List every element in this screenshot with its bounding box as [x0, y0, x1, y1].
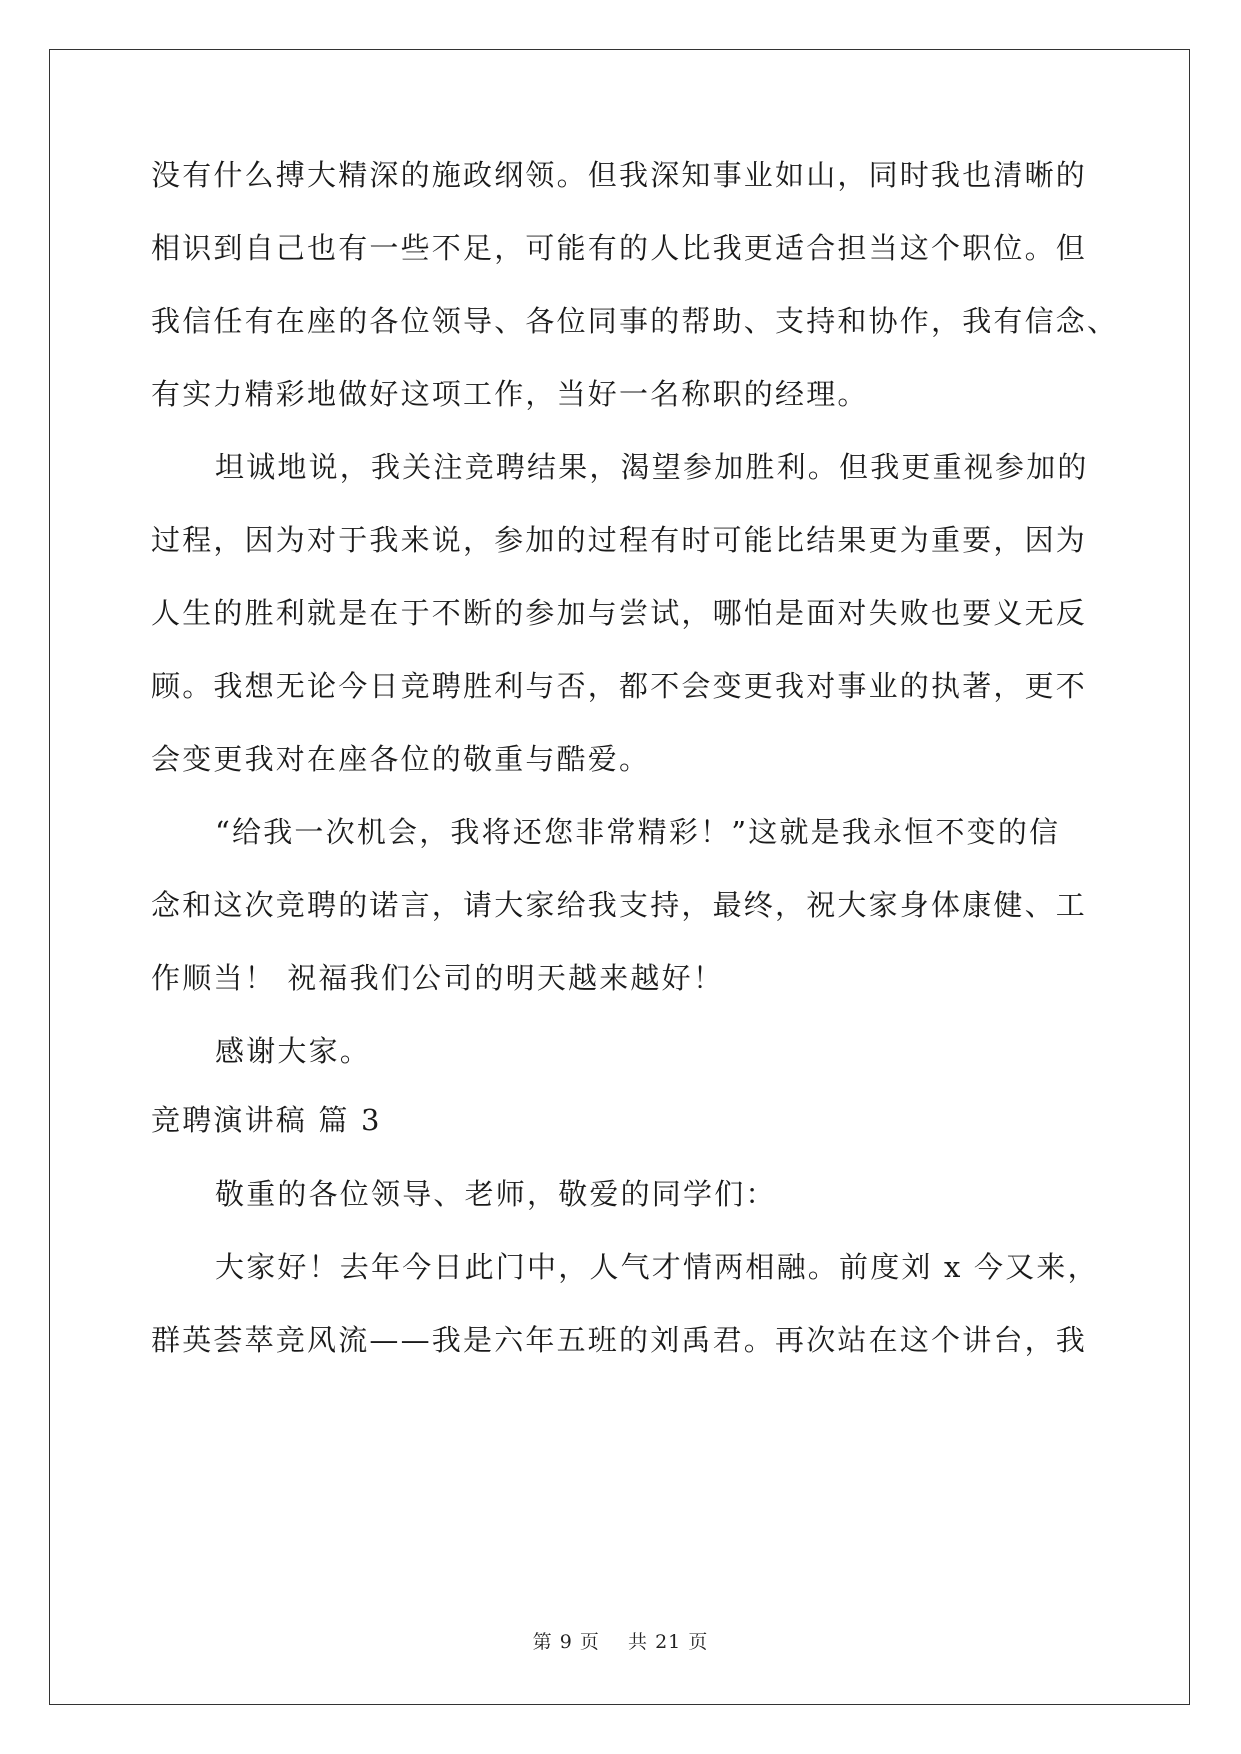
text-line: 相识到自己也有一些不足，可能有的人比我更适合担当这个职位。但: [151, 231, 1088, 265]
page-number: 9: [559, 1631, 573, 1653]
text-line: 群英荟萃竞风流——我是六年五班的刘禹君。再次站在这个讲台，我: [151, 1323, 1088, 1357]
page-label-suffix: 页: [579, 1631, 600, 1653]
text-line: 过程，因为对于我来说，参加的过程有时可能比结果更为重要，因为: [151, 523, 1088, 557]
page-border: [49, 49, 1190, 1705]
section-heading: 竞聘演讲稿 篇 3: [151, 1103, 382, 1137]
text-line: 有实力精彩地做好这项工作，当好一名称职的经理。: [151, 377, 869, 411]
text-line: 坦诚地说，我关注竞聘结果，渴望参加胜利。但我更重视参加的: [215, 450, 1089, 484]
total-label-prefix: 共: [628, 1631, 649, 1653]
total-label-suffix: 页: [688, 1631, 709, 1653]
page-footer: [0, 1627, 1241, 1654]
page-label-prefix: 第: [532, 1631, 553, 1653]
text-line: 感谢大家。: [215, 1034, 372, 1068]
text-line: 作顺当！ 祝福我们公司的明天越来越好！: [151, 961, 725, 995]
text-line: 敬重的各位领导、老师，敬爱的同学们：: [215, 1177, 777, 1211]
text-line: 会变更我对在座各位的敬重与酷爱。: [151, 742, 651, 776]
text-line: 没有什么搏大精深的施政纲领。但我深知事业如山，同时我也清晰的: [151, 158, 1088, 192]
text-line: “给我一次机会，我将还您非常精彩！”这就是我永恒不变的信: [215, 815, 1061, 849]
text-line: 大家好！去年今日此门中，人气才情两相融。前度刘 x 今又来，: [215, 1250, 1099, 1284]
text-line: 我信任有在座的各位领导、各位同事的帮助、支持和协作，我有信念、: [151, 304, 1119, 338]
text-line: 人生的胜利就是在于不断的参加与尝试，哪怕是面对失败也要义无反: [151, 596, 1088, 630]
total-pages: 21: [655, 1631, 682, 1653]
text-line: 念和这次竞聘的诺言，请大家给我支持，最终，祝大家身体康健、工: [151, 888, 1088, 922]
text-line: 顾。我想无论今日竞聘胜利与否，都不会变更我对事业的执著，更不: [151, 669, 1088, 703]
